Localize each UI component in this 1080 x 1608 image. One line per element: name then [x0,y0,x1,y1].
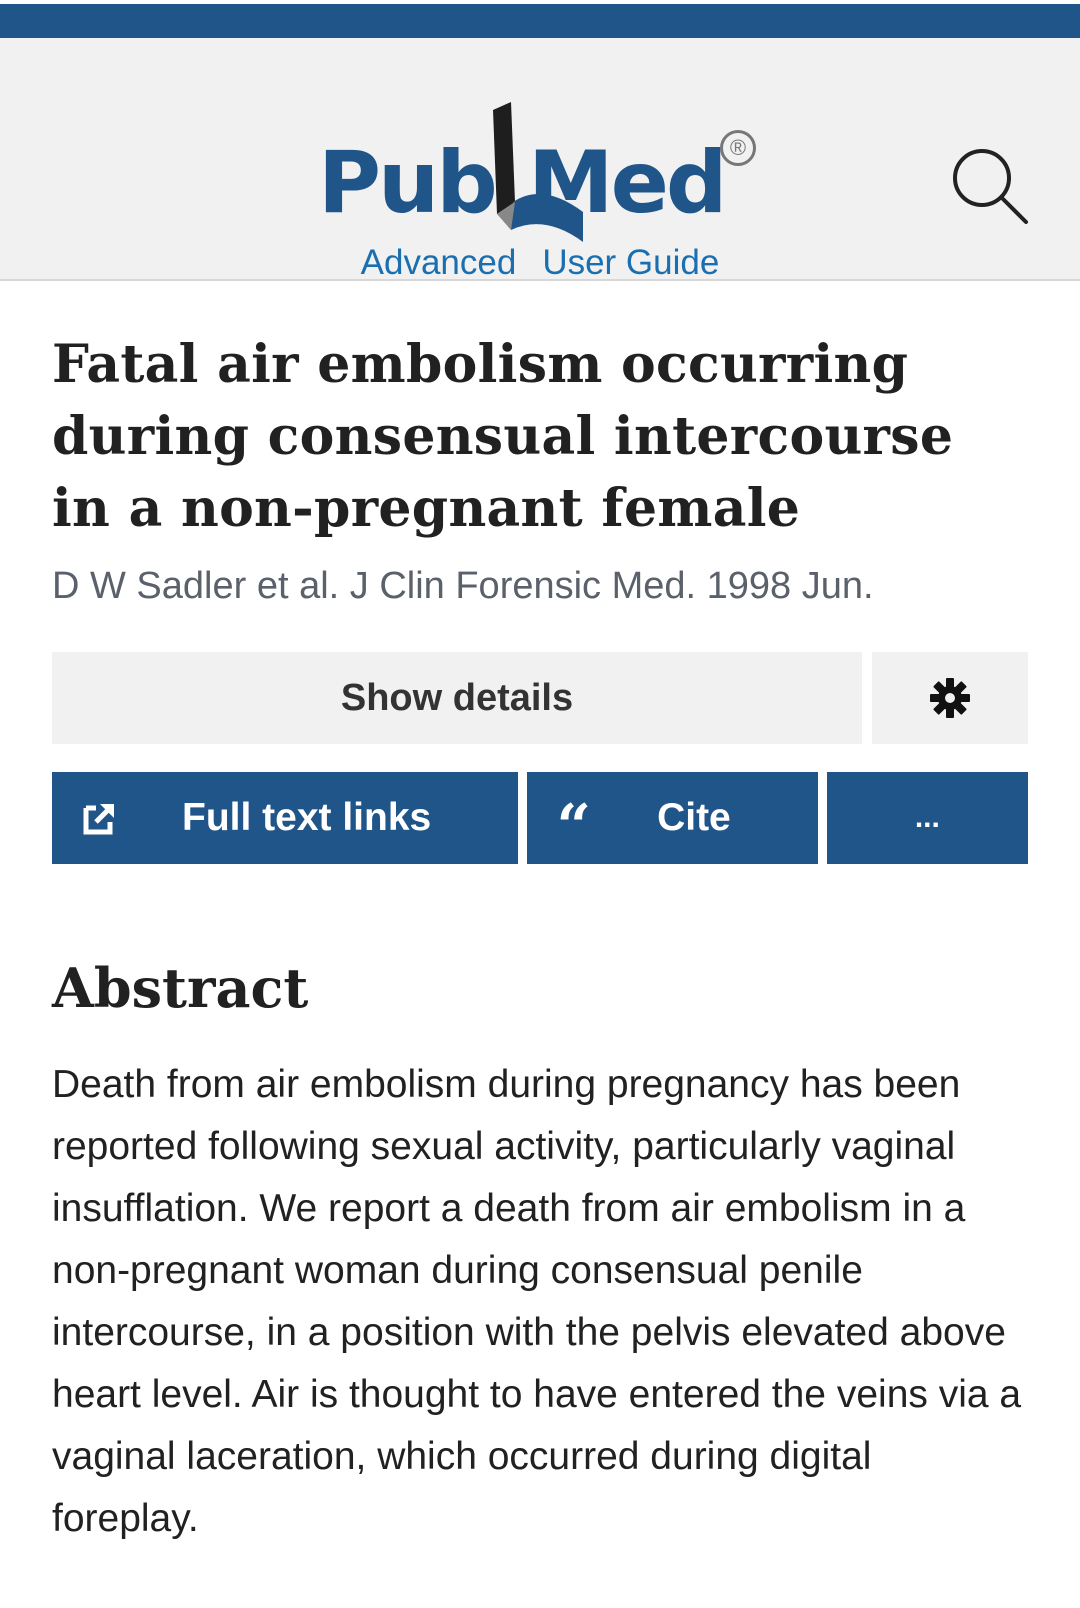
cite-label: Cite [657,796,731,839]
registered-mark: ® [720,130,756,166]
search-button[interactable] [950,146,1030,226]
article-content [0,329,1080,1550]
full-text-links-button[interactable] [52,772,518,864]
more-label: ... [914,801,940,834]
abstract-heading: Abstract [52,956,309,1020]
article-citation: D W Sadler et al. J Clin Forensic Med. 1998 Jun. [52,565,874,607]
settings-button[interactable] [872,652,1028,744]
details-row [52,652,1028,744]
full-text-links-label: Full text links [182,796,432,839]
abstract-text: Death from air embolism during pregnancy has been reported following sexual activity, particularly vaginal insufflation. We report a death from air embolism in a non-pregnant woman during consensual penile intercourse, in a position with the pelvis elevated above heart level. Air is thought to have entered the veins via a vaginal laceration, which occurred during digital foreplay. [52,1063,1022,1540]
show-details-label: Show details [340,676,574,719]
more-options-button[interactable] [827,772,1028,864]
logo-med-text: Med [528,133,725,233]
cite-button[interactable] [527,772,818,864]
pubmed-logo[interactable] [318,98,758,248]
user-guide-link[interactable]: User Guide [542,243,720,282]
quote-icon: “ [556,792,592,862]
top-brand-bar [0,0,1080,38]
external-link-icon [82,800,118,836]
actions-row [52,772,1028,864]
gear-icon [928,676,972,720]
logo-pub-text: Pub [318,133,495,233]
search-icon [950,146,1030,226]
advanced-link[interactable]: Advanced [360,243,517,282]
article-title: Fatal air embolism occurring during consensual intercourse in a non-pregnant female [52,334,954,539]
header-links [0,243,1080,283]
site-header [0,38,1080,281]
show-details-button[interactable] [52,652,862,744]
